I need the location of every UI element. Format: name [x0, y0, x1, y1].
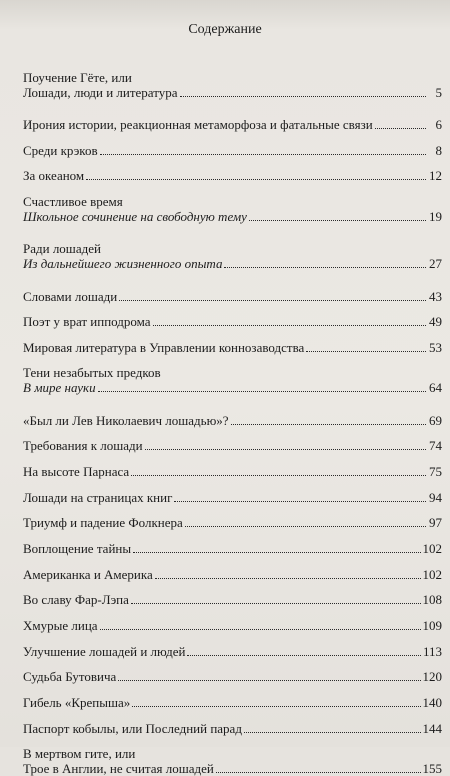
toc-entry-line [23, 721, 442, 736]
toc-entry-title: Лошади, люди и литература [23, 85, 178, 100]
toc-entry [23, 721, 442, 736]
toc-entry-title: «Был ли Лев Николаевич лошадью»? [23, 413, 229, 428]
toc-entry-line [23, 380, 442, 395]
toc-entry [23, 438, 442, 453]
toc-page-number: 109 [422, 618, 442, 633]
toc-page-number: 120 [422, 669, 442, 684]
toc-entry [23, 194, 442, 224]
dot-leader [132, 706, 420, 707]
toc-page-number: 155 [422, 761, 442, 776]
toc-page-number: 49 [429, 314, 442, 329]
dot-leader [98, 391, 426, 392]
toc-entry-title: Среди крэков [23, 143, 98, 158]
toc-entry [23, 168, 442, 183]
toc-entry-title: Требования к лошади [23, 438, 143, 453]
toc-entry-line [23, 340, 442, 355]
toc-entry-heading: Тени незабытых предков [23, 365, 161, 380]
toc-entry-line [23, 541, 442, 556]
toc-entry-title: Гибель «Крепыша» [23, 695, 131, 710]
toc-entry-line [23, 209, 442, 224]
toc-page-number: 69 [429, 413, 442, 428]
toc-page-number: 97 [429, 515, 442, 530]
toc-page-number: 94 [429, 490, 442, 505]
toc-page-number: 102 [422, 567, 442, 582]
toc-entry-line [23, 644, 442, 659]
toc-page-number: 75 [429, 464, 442, 479]
toc-page-number: 64 [429, 380, 442, 395]
toc-page-number: 140 [422, 695, 442, 710]
toc-entry-heading: Ради лошадей [23, 241, 101, 256]
toc-entry [23, 669, 442, 684]
dot-leader [174, 501, 426, 502]
toc-page-number: 74 [429, 438, 442, 453]
toc-page-number: 102 [422, 541, 442, 556]
toc-entry-line [23, 413, 442, 428]
toc-page-number: 5 [435, 85, 442, 100]
toc-entry-title: За океаном [23, 168, 85, 183]
toc-page-number: 144 [422, 721, 442, 736]
toc-entry [23, 340, 442, 355]
toc-entry-line [23, 85, 442, 100]
toc-entry [23, 365, 442, 395]
toc-page-number: 6 [435, 117, 442, 132]
toc-entry-title: В мире науки [23, 380, 96, 395]
dot-leader [155, 578, 421, 579]
dot-leader [131, 603, 421, 604]
dot-leader [185, 526, 426, 527]
toc-entry [23, 746, 442, 776]
toc-entry [23, 314, 442, 329]
dot-leader [244, 732, 421, 733]
toc-entry [23, 618, 442, 633]
toc-entry-line [23, 314, 442, 329]
toc-entry [23, 289, 442, 304]
dot-leader [119, 300, 426, 301]
toc-entry [23, 241, 442, 271]
dot-leader [100, 154, 426, 155]
toc-entry-line [23, 289, 442, 304]
dot-leader [187, 655, 421, 656]
toc-entry-heading: Счастливое время [23, 194, 123, 209]
toc-entry-title: Во славу Фар-Лэпа [23, 592, 129, 607]
dot-leader [231, 424, 426, 425]
page-title: Содержание [188, 22, 262, 37]
toc-entry-line [23, 695, 442, 710]
toc-entry-line [23, 143, 442, 158]
toc-entry-line [23, 669, 442, 684]
toc-entry-title: Поэт у врат ипподрома [23, 314, 151, 329]
toc-entry [23, 490, 442, 505]
toc-entry-line [23, 117, 442, 132]
toc-page-number: 53 [429, 340, 442, 355]
dot-leader [131, 475, 426, 476]
toc-entry-line [23, 490, 442, 505]
toc-entry-title: Американка и Америка [23, 567, 153, 582]
toc-entry-line [23, 618, 442, 633]
dot-leader [145, 449, 426, 450]
dot-leader [306, 351, 426, 352]
toc-entry-line [23, 168, 442, 183]
toc-entry-line [23, 438, 442, 453]
toc-entry-title: Лошади на страницах книг [23, 490, 173, 505]
toc-page-number: 113 [422, 644, 442, 659]
toc-entry [23, 515, 442, 530]
toc-entry [23, 644, 442, 659]
toc-entry-line [23, 761, 442, 776]
toc-entry-title: Мировая литература в Управлении коннозаводства [23, 340, 305, 355]
toc-entry [23, 464, 442, 479]
dot-leader [216, 772, 421, 773]
dot-leader [249, 220, 426, 221]
toc-entry [23, 592, 442, 607]
toc-entry-heading: Поучение Гёте, или [23, 70, 132, 85]
toc-page-number: 19 [429, 209, 442, 224]
toc-entry-title: Улучшение лошадей и людей [23, 644, 186, 659]
toc-entry-title: Воплощение тайны [23, 541, 132, 556]
toc-entry-title: На высоте Парнаса [23, 464, 130, 479]
toc-entry [23, 143, 442, 158]
toc-entry-heading: В мертвом гите, или [23, 746, 136, 761]
dot-leader [100, 629, 421, 630]
toc-entry-title: Трое в Англии, не считая лошадей [23, 761, 214, 776]
dot-leader [375, 128, 426, 129]
dot-leader [153, 325, 426, 326]
toc-page-number: 12 [429, 168, 442, 183]
toc-entry-title: Словами лошади [23, 289, 118, 304]
toc-entry-line [23, 515, 442, 530]
toc-entry [23, 695, 442, 710]
toc-entry-title: Хмурые лица [23, 618, 98, 633]
toc-entry-title: Ирония истории, реакционная метаморфоза и фатальные связи [23, 117, 373, 132]
toc-page-number: 108 [422, 592, 442, 607]
toc-entry-line [23, 567, 442, 582]
toc-entry-line [23, 592, 442, 607]
dot-leader [133, 552, 420, 553]
toc-entry [23, 413, 442, 428]
toc-entry [23, 567, 442, 582]
toc-entry-title: Судьба Бутовича [23, 669, 117, 684]
dot-leader [86, 179, 426, 180]
toc-entry-title: Из дальнейшего жизненного опыта [23, 256, 223, 271]
toc-entry-line [23, 464, 442, 479]
toc-page-number: 43 [429, 289, 442, 304]
toc-entry-title: Паспорт кобылы, или Последний парад [23, 721, 242, 736]
toc-page-number: 8 [435, 143, 442, 158]
toc-entry [23, 117, 442, 132]
toc-page-number: 27 [429, 256, 442, 271]
toc-entry-line [23, 256, 442, 271]
toc-entry-title: Триумф и падение Фолкнера [23, 515, 183, 530]
dot-leader [224, 267, 426, 268]
toc-entry-title: Школьное сочинение на свободную тему [23, 209, 247, 224]
toc-entry [23, 70, 442, 100]
dot-leader [180, 96, 426, 97]
dot-leader [118, 680, 420, 681]
toc-entry [23, 541, 442, 556]
